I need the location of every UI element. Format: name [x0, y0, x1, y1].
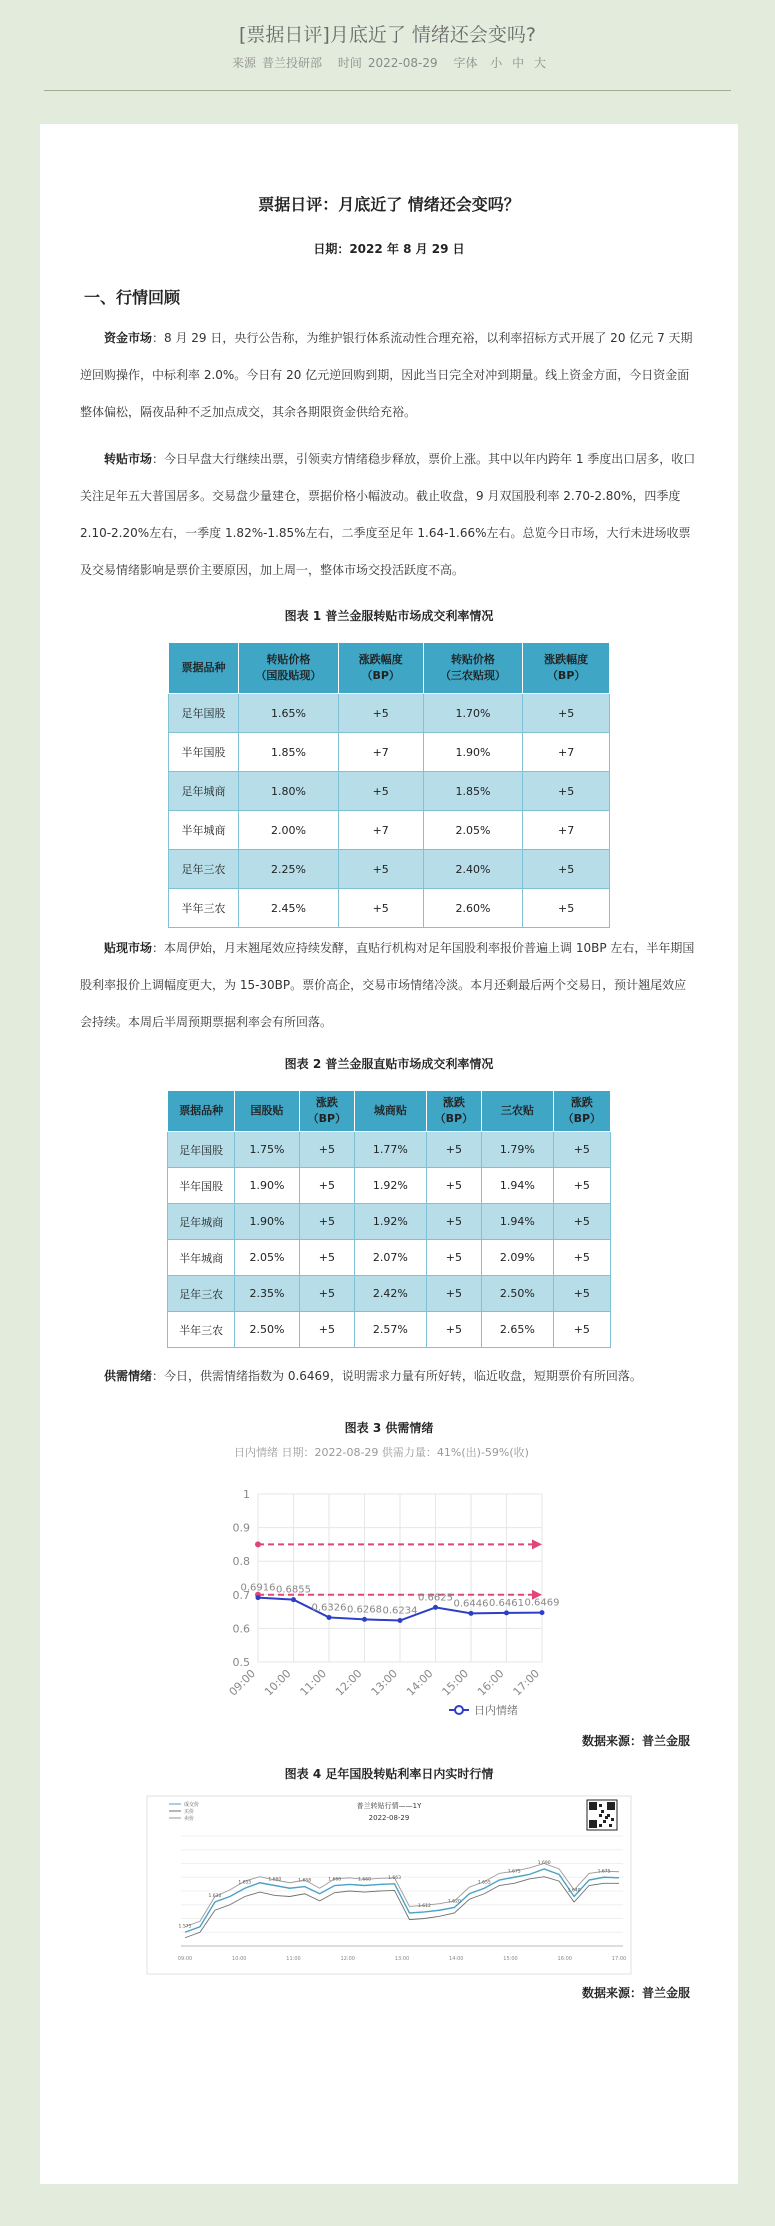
- table-cell: 1.75%: [235, 1132, 299, 1168]
- direct-discount-rate-table: [167, 1090, 611, 1348]
- table-cell: +5: [299, 1240, 355, 1276]
- table-cell: +5: [299, 1312, 355, 1348]
- data-label: 1.675: [597, 1869, 611, 1875]
- data-point: [540, 1610, 545, 1615]
- x-tick-label: 14:00: [449, 1956, 464, 1962]
- table-cell: 2.35%: [235, 1276, 299, 1312]
- table-cell: +7: [523, 733, 610, 772]
- table-cell: 1.85%: [423, 772, 523, 811]
- table-row: [168, 1168, 611, 1204]
- table-cell: +5: [426, 1276, 482, 1312]
- table-cell: 1.92%: [355, 1204, 426, 1240]
- table-row: [168, 1276, 611, 1312]
- qr-module: [603, 1820, 606, 1823]
- table-header-cell: [338, 643, 423, 694]
- x-tick-label: 13:00: [368, 1666, 401, 1699]
- x-tick-label: 10:00: [232, 1956, 247, 1962]
- paragraph-label: 转贴市场: [104, 452, 153, 466]
- qr-module: [605, 1816, 608, 1819]
- table-cell: 1.90%: [235, 1168, 299, 1204]
- data-label: 1.620: [447, 1899, 461, 1905]
- intraday-rate-chart: [147, 1796, 631, 1974]
- header-line: 城商贴: [373, 1104, 407, 1117]
- paragraph-text: ：今日，供需情绪指数为 0.6469，说明需求力量有所好转，临近收盘，短期票价有所回落。: [152, 1369, 642, 1383]
- chart4-caption: 图表 4 足年国股转贴利率日内实时行情: [284, 1767, 494, 1781]
- paragraph-sentiment: [80, 1358, 698, 1395]
- x-tick-label: 12:00: [333, 1666, 365, 1699]
- header-line: （三农贴现）: [439, 669, 506, 682]
- paragraph-discount-market: [80, 930, 698, 1041]
- table-cell: 2.40%: [423, 850, 523, 889]
- table-cell: 足年城商: [168, 1204, 235, 1240]
- table-cell: 1.94%: [482, 1204, 553, 1240]
- header-line: 转贴价格: [266, 653, 311, 666]
- data-label: 0.6446: [453, 1598, 489, 1610]
- legend-label: 买价: [184, 1809, 195, 1815]
- table-header-cell: [482, 1091, 553, 1132]
- legend-label: 成交价: [184, 1802, 200, 1808]
- table-header-cell: [423, 643, 523, 694]
- article-card: [40, 124, 738, 2184]
- chart3-caption: 图表 3 供需情绪: [344, 1421, 434, 1435]
- table-cell: +5: [523, 772, 610, 811]
- article-title: 票据日评：月底近了 情绪还会变吗？: [258, 195, 520, 214]
- data-label: 1.658: [298, 1878, 312, 1884]
- qr-finder: [589, 1802, 597, 1810]
- table-header-cell: [168, 1091, 235, 1132]
- x-tick-label: 16:00: [475, 1666, 507, 1699]
- data-point: [256, 1595, 261, 1600]
- y-tick-label: 0.6: [232, 1622, 250, 1636]
- article-date: 日期：2022 年 8 月 29 日: [313, 242, 465, 256]
- reference-arrow: [532, 1539, 542, 1549]
- data-label: 1.640: [567, 1888, 581, 1894]
- qr-module: [611, 1818, 614, 1821]
- data-label: 1.675: [507, 1869, 521, 1875]
- font-size-large-button[interactable]: 大: [533, 56, 546, 70]
- chart-subtitle: 日内情绪 日期：2022-08-29 供需力量：41%(出)-59%(收): [234, 1446, 529, 1459]
- legend-label: 日内情绪: [474, 1704, 518, 1717]
- x-tick-label: 09:00: [177, 1956, 193, 1962]
- table-cell: 1.79%: [482, 1132, 553, 1168]
- qr-module: [599, 1824, 602, 1827]
- paragraph-text: ：本周伊始，月末翘尾效应持续发酵，直贴行机构对足年国股利率报价普遍上调 10BP 左右，半年期国股利率报价上调幅度更大，为 15-30BP。票价高企，交易市场情绪冷淡。本月还剩最后两个交易日，预计翘尾效应会持续。本周后半周预期票据利率会有所回落。: [80, 941, 695, 1029]
- table-cell: 1.85%: [239, 733, 339, 772]
- table-cell: +5: [299, 1132, 355, 1168]
- data-source-note-2: 数据来源：普兰金服: [581, 1986, 690, 2000]
- chart-inner-title: 普兰转贴行情——1Y: [356, 1802, 422, 1810]
- font-size-label: 字体: [453, 56, 478, 70]
- time-label: 时间: [337, 56, 362, 70]
- table-row: [168, 1132, 611, 1168]
- data-point: [504, 1610, 509, 1615]
- qr-module: [601, 1810, 604, 1813]
- data-label: 1.655: [238, 1880, 252, 1886]
- qr-module: [599, 1804, 602, 1807]
- y-tick-label: 0.8: [232, 1555, 250, 1569]
- header-line: 票据品种: [181, 661, 226, 674]
- table-cell: +7: [523, 811, 610, 850]
- header-line: （BP）: [546, 669, 586, 682]
- table-cell: 1.80%: [239, 772, 339, 811]
- data-label: 0.6461: [489, 1597, 524, 1609]
- table-cell: +7: [338, 733, 423, 772]
- y-tick-label: 0.9: [232, 1521, 250, 1535]
- table-header-cell: [426, 1091, 482, 1132]
- table-cell: +5: [553, 1168, 610, 1204]
- header-line: （国股贴现）: [255, 669, 322, 682]
- source-label: 来源: [232, 56, 257, 70]
- table-cell: +5: [523, 694, 610, 733]
- table-header-cell: [355, 1091, 426, 1132]
- header-line: 涨跌: [442, 1096, 465, 1109]
- y-tick-label: 1: [243, 1488, 250, 1501]
- table-cell: 足年城商: [169, 772, 239, 811]
- table-cell: 2.60%: [423, 889, 523, 928]
- table-row: [169, 733, 610, 772]
- table-row: [169, 772, 610, 811]
- chart-inner-date: 2022-08-29: [368, 1814, 410, 1822]
- header-line: 涨跌: [315, 1096, 338, 1109]
- table-cell: +5: [426, 1168, 482, 1204]
- header-line: 国股贴: [250, 1104, 284, 1117]
- x-tick-label: 10:00: [262, 1666, 294, 1699]
- table-cell: 半年城商: [168, 1240, 235, 1276]
- qr-finder: [607, 1802, 615, 1810]
- x-tick-label: 15:00: [503, 1956, 518, 1962]
- y-tick-label: 0.7: [232, 1588, 250, 1602]
- table-header-cell: [235, 1091, 299, 1132]
- data-label: 0.6916: [240, 1582, 276, 1594]
- table-row: [168, 1312, 611, 1348]
- data-label: 0.6855: [276, 1584, 311, 1596]
- table-cell: 2.05%: [423, 811, 523, 850]
- table-cell: 足年国股: [169, 694, 239, 733]
- table-cell: 半年三农: [168, 1312, 235, 1348]
- rediscount-rate-table: [168, 642, 610, 928]
- x-tick-label: 11:00: [297, 1666, 330, 1699]
- legend-marker: [455, 1706, 463, 1714]
- data-point: [433, 1605, 438, 1610]
- table-cell: 2.65%: [482, 1312, 553, 1348]
- header-line: （BP）: [307, 1112, 347, 1125]
- x-tick-label: 11:00: [286, 1956, 301, 1962]
- data-label: 1.660: [268, 1877, 282, 1883]
- table-cell: +5: [299, 1276, 355, 1312]
- table-cell: +5: [299, 1204, 355, 1240]
- table-cell: 足年三农: [169, 850, 239, 889]
- data-point: [327, 1615, 332, 1620]
- qr-finder: [589, 1820, 597, 1828]
- table-cell: 2.45%: [239, 889, 339, 928]
- table-header-cell: [523, 643, 610, 694]
- table-cell: 1.70%: [423, 694, 523, 733]
- data-point: [362, 1617, 367, 1622]
- header-divider: [44, 90, 731, 91]
- data-source-note: 数据来源：普兰金服: [581, 1734, 690, 1748]
- table-cell: 半年城商: [169, 811, 239, 850]
- source-value: 普兰投研部: [262, 56, 323, 70]
- table-row: [168, 1240, 611, 1276]
- x-tick-label: 13:00: [394, 1956, 410, 1962]
- table-cell: +5: [553, 1204, 610, 1240]
- table-row: [168, 1204, 611, 1240]
- table-cell: +5: [553, 1132, 610, 1168]
- table-cell: +7: [338, 811, 423, 850]
- table-row: [169, 850, 610, 889]
- table-cell: 半年国股: [168, 1168, 235, 1204]
- header-line: 三农贴: [500, 1104, 534, 1117]
- data-label: 0.6234: [382, 1605, 418, 1617]
- header-line: 涨跌幅度: [358, 653, 403, 666]
- data-label: 1.575: [178, 1924, 192, 1930]
- table-header-cell: [553, 1091, 610, 1132]
- y-tick-label: 0.5: [232, 1656, 250, 1669]
- table-cell: 2.50%: [482, 1276, 553, 1312]
- table-cell: +5: [338, 889, 423, 928]
- page-title: [票据日评]月底近了 情绪还会变吗?: [239, 24, 536, 46]
- paragraph-label: 贴现市场: [104, 941, 153, 955]
- table-cell: +5: [426, 1204, 482, 1240]
- x-tick-label: 17:00: [510, 1666, 543, 1699]
- chart-frame: [147, 1796, 631, 1974]
- header-line: 涨跌幅度: [544, 653, 589, 666]
- x-tick-label: 16:00: [557, 1956, 572, 1962]
- table-cell: 半年三农: [169, 889, 239, 928]
- table2-caption: 图表 2 普兰金服直贴市场成交利率情况: [284, 1057, 494, 1071]
- table-cell: +5: [553, 1240, 610, 1276]
- table-cell: +5: [338, 850, 423, 889]
- reference-line-start: [255, 1541, 261, 1547]
- data-label: 0.6625: [418, 1592, 453, 1604]
- paragraph-label: 供需情绪: [104, 1369, 153, 1383]
- table-cell: +5: [338, 694, 423, 733]
- paragraph-text: ：今日早盘大行继续出票，引领卖方情绪稳步释放，票价上涨。其中以年内跨年 1 季度出口居多，收口关注足年五大普国居多。交易盘少量建仓，票据价格小幅波动。截止收盘，9 月双国股利率 2.70-2.80%，四季度 2.10-2.20%左右，一季度 1.82%-1.85%左右，二季度至足年 1.64-1.66%左右。总览今日市场，大行未进场收票及交易情绪影响是票价主要原因，加上周一，整体市场交投活跃度不高。: [80, 452, 696, 577]
- table-cell: +5: [553, 1312, 610, 1348]
- data-label: 1.630: [208, 1894, 222, 1899]
- data-label: 1.612: [418, 1903, 431, 1909]
- table-cell: 1.77%: [355, 1132, 426, 1168]
- table-cell: 1.90%: [235, 1204, 299, 1240]
- data-label: 1.663: [388, 1875, 401, 1881]
- table-cell: 2.42%: [355, 1276, 426, 1312]
- data-label: 1.660: [328, 1877, 342, 1883]
- table-header-cell: [239, 643, 339, 694]
- table-cell: 1.94%: [482, 1168, 553, 1204]
- table-cell: 1.90%: [423, 733, 523, 772]
- header-line: 票据品种: [179, 1104, 224, 1117]
- data-label: 1.690: [537, 1861, 551, 1866]
- font-size-medium-button[interactable]: 中: [512, 56, 525, 70]
- header-line: 涨跌: [570, 1096, 593, 1109]
- table-cell: 2.09%: [482, 1240, 553, 1276]
- section-heading: 一、行情回顾: [84, 288, 181, 307]
- header-line: 转贴价格: [450, 653, 495, 666]
- legend-label: 卖价: [184, 1816, 195, 1822]
- time-value: 2022-08-29: [367, 56, 438, 70]
- font-size-small-button[interactable]: 小: [490, 56, 503, 70]
- table-cell: 2.07%: [355, 1240, 426, 1276]
- data-point: [469, 1611, 474, 1616]
- data-label: 1.655: [477, 1880, 491, 1886]
- header-line: （BP）: [562, 1112, 602, 1125]
- paragraph-money-market: [80, 320, 698, 431]
- table-cell: 1.92%: [355, 1168, 426, 1204]
- data-label: 0.6268: [347, 1604, 382, 1616]
- table-cell: +5: [338, 772, 423, 811]
- table-cell: +5: [426, 1132, 482, 1168]
- table-cell: +5: [426, 1312, 482, 1348]
- table-row: [169, 889, 610, 928]
- x-tick-label: 14:00: [404, 1666, 436, 1699]
- table-cell: 半年国股: [169, 733, 239, 772]
- data-point: [398, 1618, 403, 1623]
- table-cell: +5: [426, 1240, 482, 1276]
- paragraph-text: ：8 月 29 日，央行公告称，为维护银行体系流动性合理充裕，以利率招标方式开展了 20 亿元 7 天期逆回购操作，中标利率 2.0%。今日有 20 亿元逆回购到期，因此当日完全对冲到期量。线上资金方面，今日资金面整体偏松，隔夜品种不乏加点成交，其余各期限资金供给充裕。: [80, 331, 693, 419]
- paragraph-rediscount-market: [80, 441, 698, 589]
- x-tick-label: 09:00: [226, 1666, 259, 1699]
- table-cell: 1.65%: [239, 694, 339, 733]
- table-cell: 2.00%: [239, 811, 339, 850]
- table-header-cell: [169, 643, 239, 694]
- header-line: （BP）: [434, 1112, 474, 1125]
- header-line: （BP）: [361, 669, 400, 682]
- table-cell: 足年三农: [168, 1276, 235, 1312]
- x-tick-label: 15:00: [439, 1666, 472, 1699]
- table-cell: 2.57%: [355, 1312, 426, 1348]
- x-tick-label: 17:00: [611, 1956, 627, 1962]
- table-cell: +5: [523, 850, 610, 889]
- qr-module: [609, 1824, 612, 1827]
- table-header-cell: [299, 1091, 355, 1132]
- table-cell: 足年国股: [168, 1132, 235, 1168]
- table-cell: 2.05%: [235, 1240, 299, 1276]
- table1-caption: 图表 1 普兰金服转贴市场成交利率情况: [284, 609, 494, 623]
- table-row: [169, 811, 610, 850]
- table-cell: 2.50%: [235, 1312, 299, 1348]
- paragraph-label: 资金市场: [104, 331, 153, 345]
- data-point: [291, 1597, 296, 1602]
- data-label: 0.6326: [311, 1602, 347, 1614]
- x-tick-label: 12:00: [340, 1956, 355, 1962]
- data-label: 0.6469: [524, 1597, 560, 1609]
- article-meta: [0, 54, 775, 71]
- table-row: [169, 694, 610, 733]
- data-label: 1.660: [358, 1877, 372, 1883]
- table-cell: +5: [299, 1168, 355, 1204]
- qr-module: [599, 1814, 602, 1817]
- table-cell: 2.25%: [239, 850, 339, 889]
- table-cell: +5: [523, 889, 610, 928]
- table-cell: +5: [553, 1276, 610, 1312]
- sentiment-line-chart: [224, 1436, 560, 1726]
